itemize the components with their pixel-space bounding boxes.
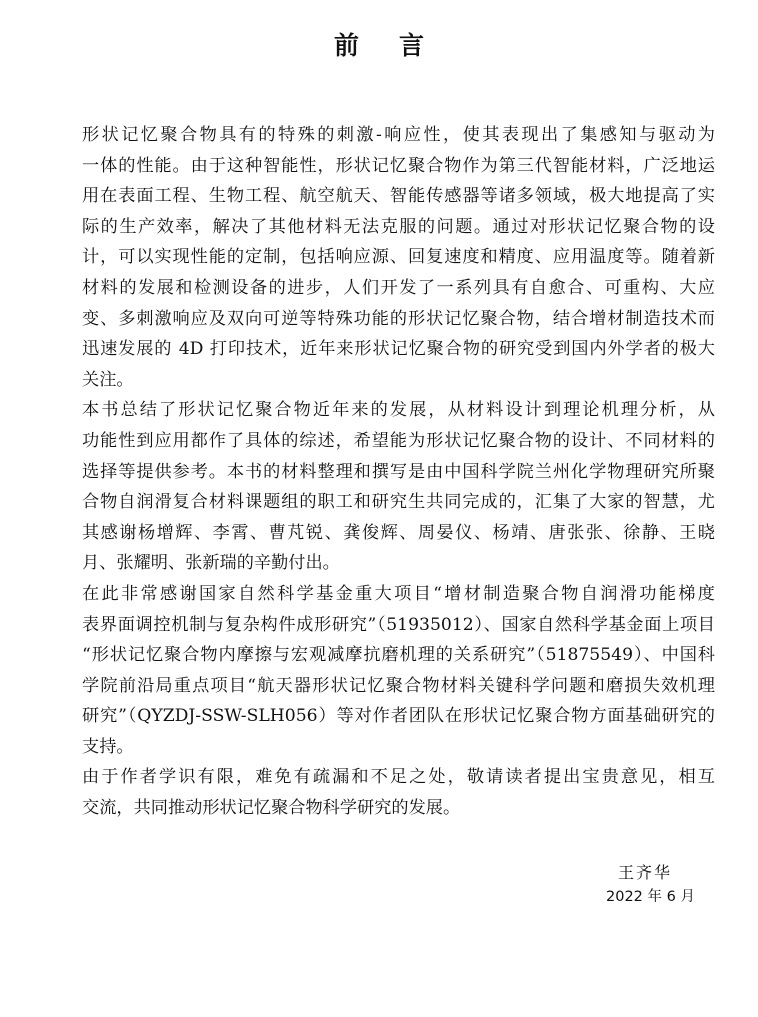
text-line: 迅速发展的 4D 打印技术，近年来形状记忆聚合物的研究受到国内外学者的极大 xyxy=(82,339,715,360)
text-line: 关注。 xyxy=(82,369,134,390)
text-line: 其感谢杨增辉、李霄、曹芃锐、龚俊辉、周晏仪、杨靖、唐张张、徐静、王晓 xyxy=(82,522,715,543)
text-line: “形状记忆聚合物内摩擦与宏观减摩抗磨机理的关系研究”（51875549）、中国科 xyxy=(82,645,715,666)
text-line: 表界面调控机制与复杂构件成形研究”（51935012）、国家自然科学基金面上项目 xyxy=(82,614,715,635)
text-line: 形状记忆聚合物具有的特殊的刺激-响应性，使其表现出了集感知与驱动为 xyxy=(82,125,715,145)
text-line: 功能性到应用都作了具体的综述，希望能为形状记忆聚合物的设计、不同材料的 xyxy=(82,430,715,451)
text-line: 支持。 xyxy=(82,736,134,757)
date-text: 2022 年 6 月 xyxy=(606,889,695,905)
text-line: 学院前沿局重点项目“航天器形状记忆聚合物材料关键科学问题和磨损失效机理 xyxy=(82,675,715,696)
author-name: 王齐华 xyxy=(618,863,673,882)
paragraph-1 xyxy=(47,120,715,395)
text-line: 交流，共同推动形状记忆聚合物科学研究的发展。 xyxy=(82,798,461,819)
text-line: 本书总结了形状记忆聚合物近年来的发展，从材料设计到理论机理分析，从 xyxy=(82,400,715,421)
text-line: 合物自润滑复合材料课题组的职工和研究生共同完成的，汇集了大家的智慧，尤 xyxy=(82,492,715,513)
paragraph-4 xyxy=(47,762,715,823)
text-line: 月、张耀明、张新瑞的辛勤付出。 xyxy=(82,553,340,574)
text-line: 由于作者学识有限，难免有疏漏和不足之处，敬请读者提出宝贵意见，相互 xyxy=(82,767,715,788)
text-line: 在此非常感谢国家自然科学基金重大项目“增材制造聚合物自润滑功能梯度 xyxy=(82,583,715,604)
paragraph-3 xyxy=(47,579,715,763)
paragraph-2 xyxy=(47,395,715,579)
text-line: 选择等提供参考。本书的材料整理和撰写是由中国科学院兰州化学物理研究所聚 xyxy=(82,461,715,482)
preface-body xyxy=(47,120,715,824)
text-line: 用在表面工程、生物工程、航空航天、智能传感器等诸多领域，极大地提高了实 xyxy=(82,186,715,207)
text-line: 计，可以实现性能的定制，包括响应源、回复速度和精度、应用温度等。随着新 xyxy=(82,247,715,268)
page-title: 前言 xyxy=(333,31,464,60)
text-line: 一体的性能。由于这种智能性，形状记忆聚合物作为第三代智能材料，广泛地运 xyxy=(82,155,715,176)
text-line: 变、多刺激响应及双向可逆等特殊功能的形状记忆聚合物，结合增材制造技术而 xyxy=(82,308,715,329)
text-line: 材料的发展和检测设备的进步，人们开发了一系列具有自愈合、可重构、大应 xyxy=(82,277,715,298)
text-line: 际的生产效率，解决了其他材料无法克服的问题。通过对形状记忆聚合物的设 xyxy=(82,216,715,237)
text-line: 研究”（QYZDJ-SSW-SLH056）等对作者团队在形状记忆聚合物方面基础研究的 xyxy=(82,706,715,727)
